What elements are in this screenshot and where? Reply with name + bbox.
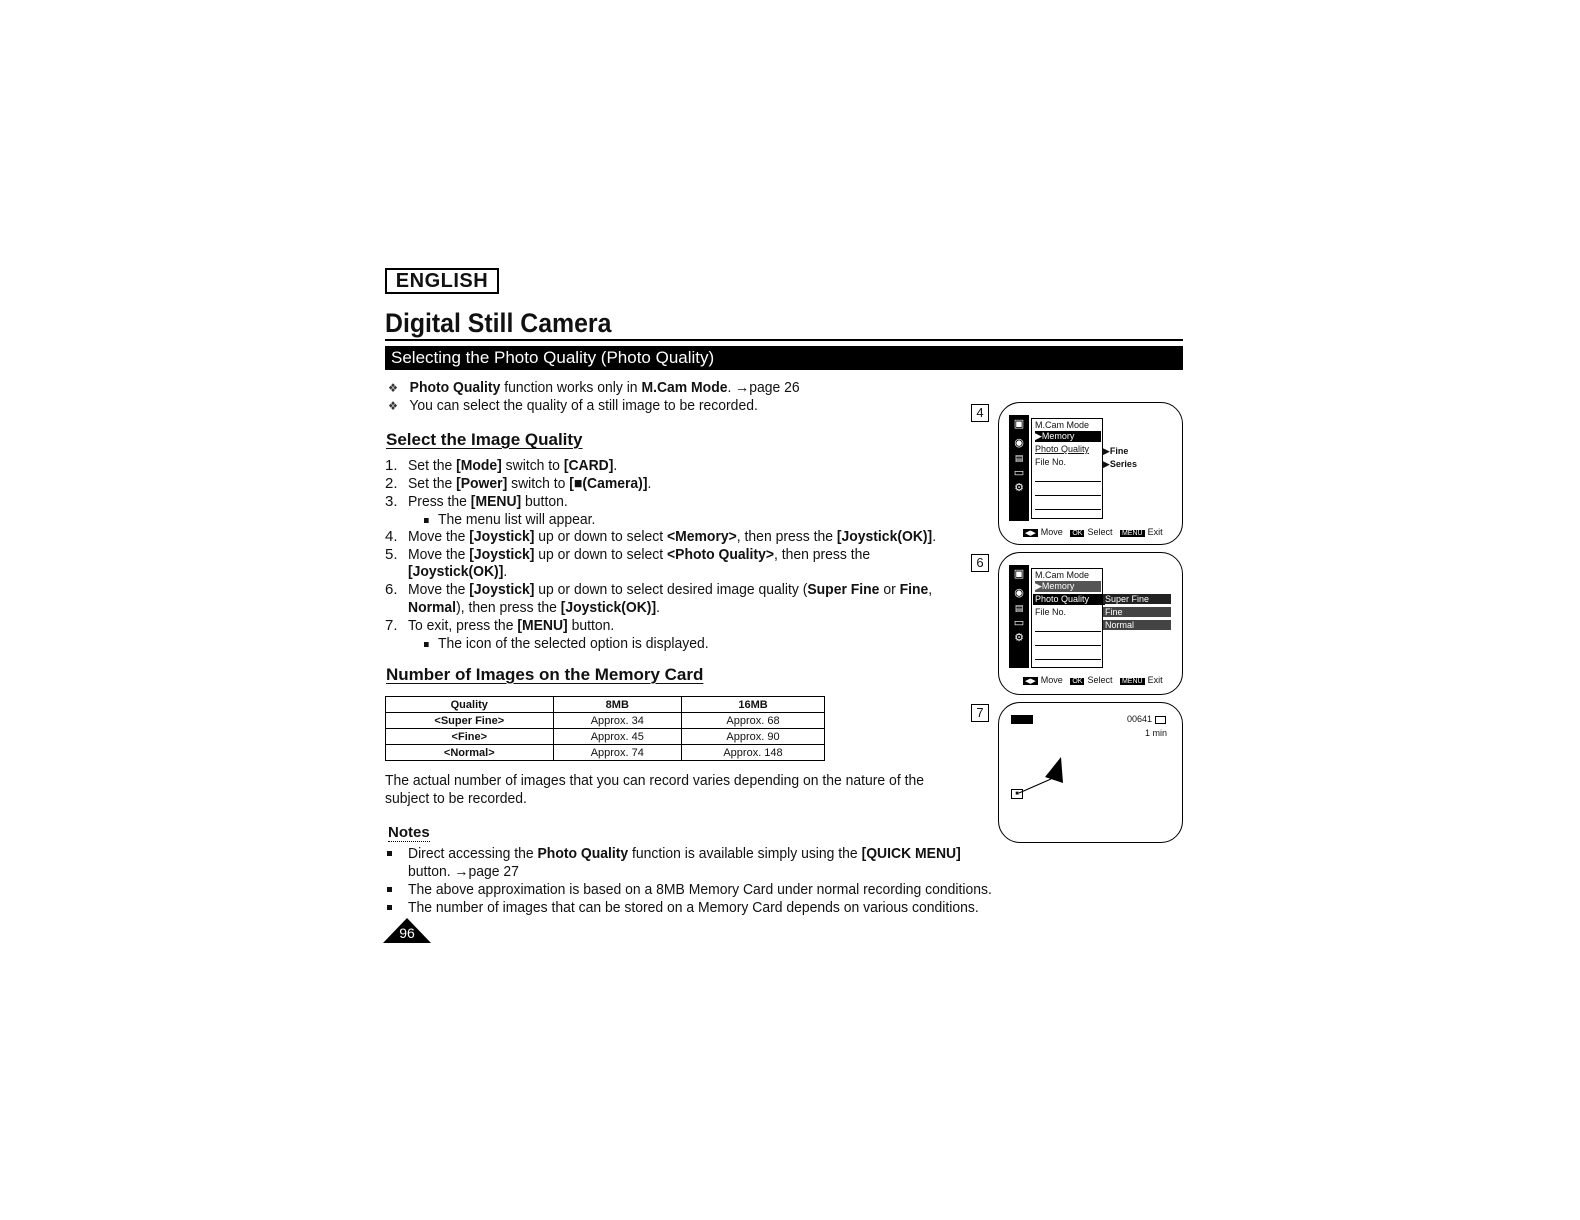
step-bold-text: [Joystick(OK)] [560,599,657,616]
step-text [408,599,660,617]
hint-bar [1023,527,1163,537]
table-cell: Approx. 74 [553,745,681,761]
image-counter: 00641 [1127,714,1166,725]
joystick-icon: ◀▶ [1025,530,1036,537]
step-bold-text: <Photo Quality> [667,546,774,563]
step-number: 7. [385,617,398,634]
step-badge: 4 [971,404,989,422]
step-plain-text: button. [521,493,568,510]
step-text [408,493,568,511]
notes-heading: Notes [388,824,430,841]
hint-move: Move [1040,675,1063,685]
step-plain-text: . [656,599,660,616]
note-bold-text: Photo Quality [537,845,629,862]
menu-item-photo-quality[interactable]: Photo Quality [1035,444,1090,454]
section-title: Selecting the Photo Quality (Photo Quality) [385,346,1183,370]
step-text [408,563,507,581]
menu-item-mcam[interactable]: M.Cam Mode [1035,570,1090,580]
step-text [408,457,617,475]
step-plain-text: ), then press the [456,599,561,616]
step-text [408,475,651,493]
step-bold-text: [Joystick(OK)] [836,528,933,545]
step-plain-text: , then press the [736,528,837,545]
table-header: 8MB [553,697,681,713]
note-plain-text: Direct accessing the [408,845,538,862]
step-number: 6. [385,581,398,598]
hint-exit: Exit [1147,527,1163,537]
step-plain-text: , then press the [773,546,871,563]
step-number: 5. [385,546,398,563]
step-plain-text: switch to [501,457,564,474]
table-row [386,729,825,745]
note-text [408,881,992,899]
step-plain-text: . [932,528,937,545]
step-text [408,546,870,564]
menu-key-icon: MENU [1121,678,1143,685]
menu-empty-line [1035,645,1101,646]
hint-select: Select [1087,527,1113,537]
submenu-fine[interactable]: ▶Fine [1103,446,1129,456]
table-header: Quality [386,697,554,713]
step-3-subnote [424,511,595,529]
intro-bold-1: Photo Quality [409,379,501,396]
intro-line-1 [388,379,800,398]
option-fine[interactable]: Fine [1103,607,1171,617]
step-plain-text: up or down to select [534,528,668,545]
page-title: Digital Still Camera [385,308,612,338]
step-plain-text: To exit, press the [408,617,518,634]
card-icon: ▤ [1014,453,1024,463]
step-number: 2. [385,475,398,492]
table-header-row [386,697,825,713]
table-note-2: subject to be recorded. [385,790,527,807]
step-number: 4. [385,528,398,545]
count-heading: Number of Images on the Memory Card [386,665,704,684]
diamond-bullet-icon: ❖ [388,399,399,413]
table-row [386,745,825,761]
step-bold-text: [MENU] [470,493,522,510]
note-text [408,845,961,863]
tv-icon: ▭ [1013,617,1025,629]
menu-item-file-no[interactable]: File No. [1035,607,1067,617]
note-plain-text: function is available simply using the [628,845,862,862]
camera-mode-icon: ▣ [1013,418,1025,430]
step-bold-text: Super Fine [807,581,880,598]
square-bullet-icon [387,851,392,856]
step-plain-text: Set the [408,457,457,474]
intro-text-3: You can select the quality of a still image to be recorded. [409,397,758,414]
table-cell: <Super Fine> [386,713,554,729]
menu-icon-strip [1009,565,1029,668]
step-bold-text: Normal [408,599,457,616]
note-text [408,863,519,881]
note-plain-text: button. →page 27 [408,863,519,880]
photo-icon: ◉ [1014,587,1024,599]
step-text [408,528,936,546]
step-bold-text: [Power] [456,475,508,492]
lcd-screen-6 [998,552,1183,695]
hint-exit: Exit [1147,675,1163,685]
quality-table [385,696,825,761]
menu-empty-line [1035,509,1101,510]
step-bold-text: [CARD] [563,457,614,474]
step-text [408,581,932,599]
note-bold-text: [QUICK MENU] [861,845,961,862]
step-bold-text: [Joystick(OK)] [408,563,504,580]
table-cell: Approx. 45 [553,729,681,745]
step-7-subnote [424,635,709,653]
menu-item-file-no[interactable]: File No. [1035,457,1067,467]
step-bold-text: [Joystick] [469,528,535,545]
step-bold-text: Fine [899,581,929,598]
table-cell: <Fine> [386,729,554,745]
step-plain-text: . [503,563,508,580]
step-plain-text: button. [567,617,615,634]
step-bold-text: [Joystick] [469,546,535,563]
joystick-icon: ◀▶ [1025,678,1036,685]
ok-key-icon: OK [1072,530,1083,537]
square-bullet-icon [387,887,392,892]
submenu-series[interactable]: ▶Series [1103,459,1137,469]
photo-quality-icon: ■ [1011,789,1023,799]
step-bold-text: [MENU] [517,617,568,634]
step-badge: 7 [971,704,989,722]
step-plain-text: Set the [408,475,457,492]
lcd-screen-4 [998,402,1183,545]
intro-bold-2: M.Cam Mode [641,379,728,396]
memory-card-icon [1155,716,1166,724]
settings-icon: ⚙ [1014,632,1024,644]
title-divider [385,339,1183,341]
note-plain-text: The number of images that can be stored on a Memory Card depends on various conditions. [408,899,979,916]
photo-icon: ◉ [1014,437,1024,449]
menu-item-mcam[interactable]: M.Cam Mode [1035,420,1090,430]
remaining-time: 1 min [1145,728,1168,738]
menu-empty-line [1035,495,1101,496]
step-plain-text: . [647,475,652,492]
menu-empty-line [1035,659,1101,660]
step-3-subnote-text: The menu list will appear. [437,511,596,528]
card-icon: ▤ [1014,603,1024,613]
table-row [386,713,825,729]
step-number: 3. [385,493,398,510]
step-number: 1. [385,457,398,474]
step-bold-text: (Camera)] [582,475,648,492]
menu-item-memory[interactable]: ▶Memory [1035,431,1101,442]
lcd-screen-7 [998,702,1183,843]
battery-icon [1011,715,1033,724]
step-badge: 6 [971,554,989,572]
note-text [408,899,979,917]
step-bold-text: [ [569,475,574,492]
square-bullet-icon [424,642,429,647]
menu-item-memory[interactable]: ▶Memory [1035,581,1101,592]
step-plain-text: Move the [408,528,470,545]
intro-text-1: function works only in [500,379,642,396]
settings-icon: ⚙ [1014,482,1024,494]
step-bold-text: [Mode] [456,457,502,474]
step-plain-text: . [613,457,618,474]
camera-mode-icon: ▣ [1013,568,1025,580]
hint-bar [1023,675,1163,685]
diamond-bullet-icon: ❖ [388,381,399,395]
menu-empty-line [1035,631,1101,632]
step-plain-text: up or down to select [534,546,668,563]
step-bold-text: <Memory> [667,528,737,545]
step-plain-text: , [928,581,933,598]
intro-text-2: . →page 26 [727,379,800,396]
step-plain-text: Move the [408,546,470,563]
table-cell: Approx. 148 [682,745,825,761]
table-cell: Approx. 34 [553,713,681,729]
option-normal[interactable]: Normal [1103,620,1171,630]
table-note-1: The actual number of images that you can record varies depending on the nature of the [385,772,924,789]
step-text [408,617,614,635]
select-heading: Select the Image Quality [386,430,583,449]
step-plain-text: Press the [408,493,471,510]
tv-icon: ▭ [1013,467,1025,479]
step-plain-text: switch to [507,475,570,492]
hint-move: Move [1040,527,1063,537]
hint-select: Select [1087,675,1113,685]
language-label: ENGLISH [385,268,499,294]
step-plain-text: Move the [408,581,470,598]
menu-key-icon: MENU [1121,530,1143,537]
page-number: 96 [399,925,415,941]
square-bullet-icon [424,518,429,523]
menu-item-photo-quality[interactable]: Photo Quality [1033,594,1105,605]
note-plain-text: The above approximation is based on a 8MB Memory Card under normal recording conditions. [408,881,992,898]
step-bold-text: [Joystick] [469,581,535,598]
step-7-subnote-text: The icon of the selected option is displayed. [437,635,709,652]
table-header: 16MB [682,697,825,713]
table-cell: Approx. 68 [682,713,825,729]
table-cell: <Normal> [386,745,554,761]
table-cell: Approx. 90 [682,729,825,745]
intro-line-2 [388,397,758,416]
menu-empty-line [1035,481,1101,482]
camera-icon: ■ [573,475,583,492]
ok-key-icon: OK [1072,678,1083,685]
option-super-fine[interactable]: Super Fine [1103,594,1171,604]
step-plain-text: up or down to select desired image quality ( [534,581,808,598]
menu-icon-strip [1009,415,1029,521]
step-plain-text: or [879,581,900,598]
square-bullet-icon [387,905,392,910]
